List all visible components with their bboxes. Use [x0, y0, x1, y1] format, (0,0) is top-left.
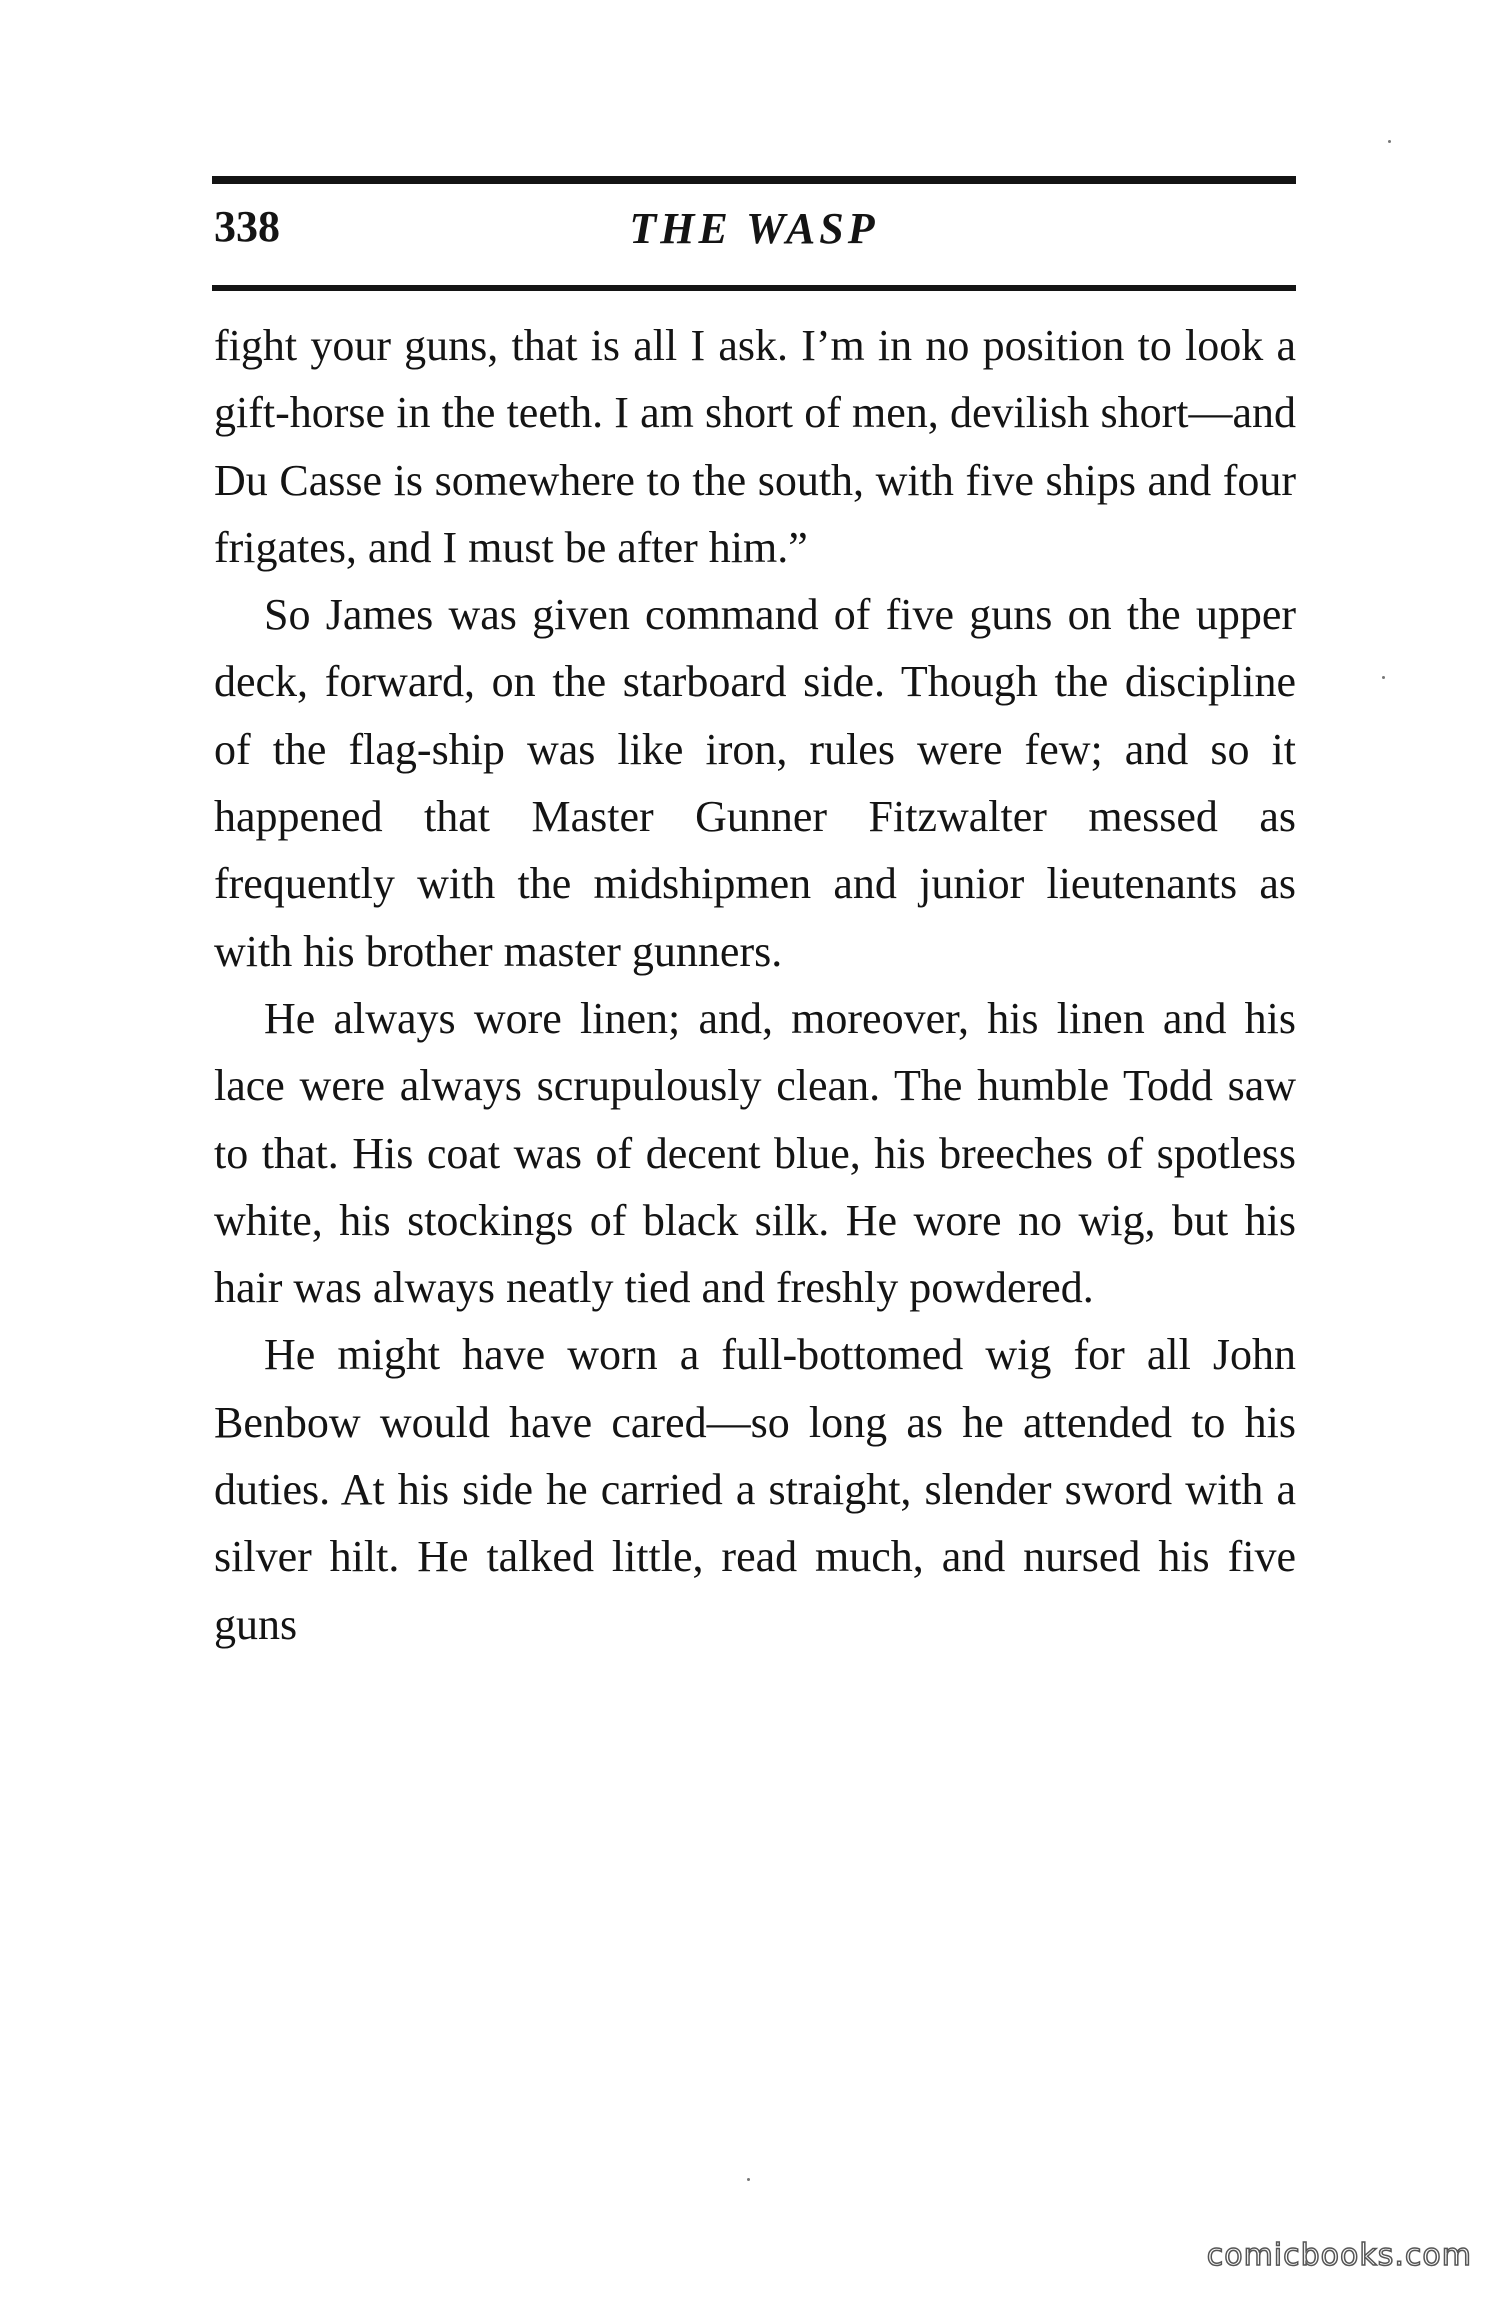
- running-title: THE WASP: [629, 204, 879, 253]
- page-number: 338: [214, 202, 280, 251]
- scan-speck: [1382, 676, 1385, 679]
- scan-speck: [1388, 140, 1391, 143]
- paragraph-1: fight your guns, that is all I ask. I’m in no position to look a gift-horse in the teeth. I am short of men, devilish short—and Du Casse is somewhere to the south, with five ships and four frigates, and I must be after him.”: [214, 321, 1296, 572]
- watermark: comicbooks.com: [1206, 2238, 1472, 2273]
- paragraph-4: He might have worn a full-bottomed wig for all John Benbow would have cared—so long as he attended to his duties. At his side he carried a straight, slender sword with a silver hilt. He talked little, read much, and nursed his five guns: [214, 1330, 1296, 1649]
- body-text: [214, 312, 1296, 1658]
- scan-speck: [747, 2178, 750, 2181]
- paragraph-2: So James was given command of five guns on the upper deck, forward, on the starboard side. Though the discipline of the flag-ship was like iron, rules were few; and so it happened that Master Gunner Fitzwalter messed as frequently with the midshipmen and junior lieutenants as with his brother master gunners.: [214, 590, 1296, 976]
- paragraph-3: He always wore linen; and, moreover, his linen and his lace were always scrupulously clean. The humble Todd saw to that. His coat was of decent blue, his breeches of spotless white, his stockings of black silk. He wore no wig, but his hair was always neatly tied and freshly powdered.: [214, 993, 1296, 1313]
- header-rule-top: [212, 176, 1296, 184]
- header-rule-bottom: [212, 285, 1296, 291]
